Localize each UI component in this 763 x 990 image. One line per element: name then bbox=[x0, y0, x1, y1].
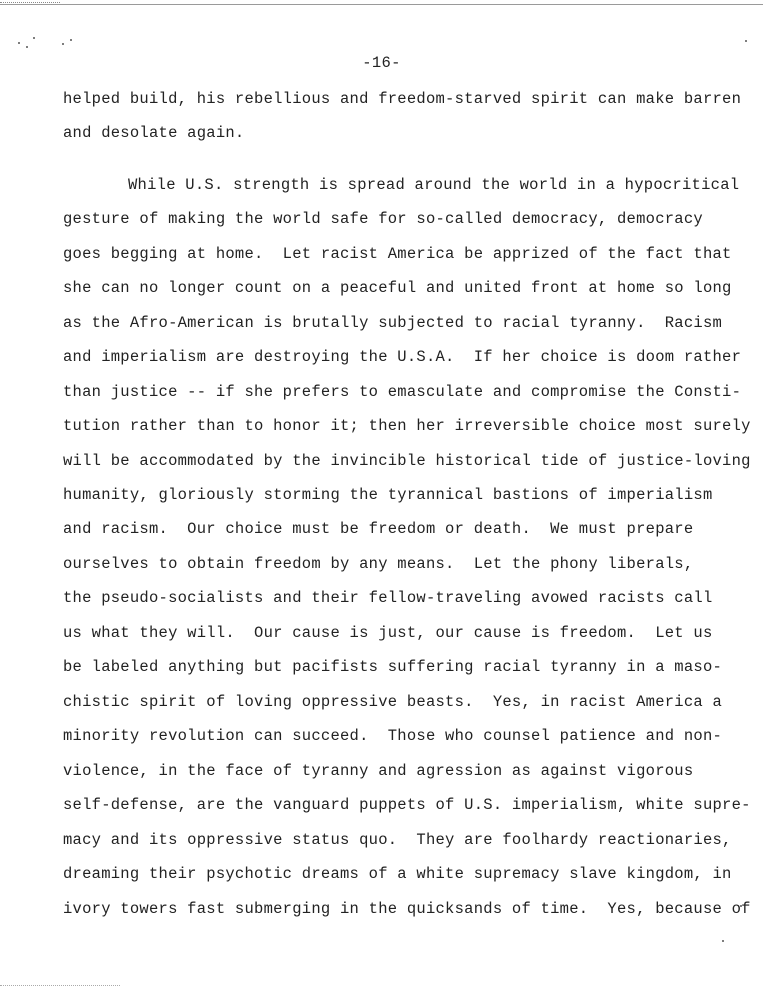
text-line: will be accommodated by the invincible historical tide of justice-loving bbox=[63, 452, 751, 470]
page-number: -16- bbox=[362, 54, 401, 72]
text-line: gesture of making the world safe for so-called democracy, democracy bbox=[63, 210, 703, 228]
text-line: ourselves to obtain freedom by any means. Let the phony liberals, bbox=[63, 555, 694, 573]
text-line: violence, in the face of tyranny and agression as against vigorous bbox=[63, 762, 694, 780]
text-line: as the Afro-American is brutally subjected to racial tyranny. Racism bbox=[63, 314, 723, 332]
text-line: helped build, his rebellious and freedom-starved spirit can make barren bbox=[63, 90, 742, 108]
text-line: goes begging at home. Let racist America be apprized of the fact that bbox=[63, 245, 732, 263]
text-line: and imperialism are destroying the U.S.A. If her choice is doom rather bbox=[63, 348, 742, 366]
text-line: tution rather than to honor it; then her irreversible choice most surely bbox=[63, 417, 751, 435]
scan-speck bbox=[722, 940, 724, 942]
scan-speck bbox=[70, 39, 72, 41]
text-line: she can no longer count on a peaceful and united front at home so long bbox=[63, 279, 732, 297]
scan-speck bbox=[33, 37, 35, 39]
bottom-edge-dotted-rule bbox=[0, 985, 120, 986]
scan-speck bbox=[62, 43, 64, 45]
text-line: macy and its oppressive status quo. They are foolhardy reactionaries, bbox=[63, 831, 732, 849]
text-line: humanity, gloriously storming the tyrannical bastions of imperialism bbox=[63, 486, 713, 504]
text-line: self-defense, are the vanguard puppets of U.S. imperialism, white supre- bbox=[63, 796, 751, 814]
top-edge-dotted-rule bbox=[0, 2, 60, 3]
text-line: than justice -- if she prefers to emasculate and compromise the Consti- bbox=[63, 383, 742, 401]
text-line: and racism. Our choice must be freedom or death. We must prepare bbox=[63, 520, 694, 538]
text-line: and desolate again. bbox=[63, 124, 245, 142]
top-edge-rule bbox=[0, 4, 763, 5]
text-line: ivory towers fast submerging in the quicksands of time. Yes, because of bbox=[63, 900, 751, 918]
text-line: minority revolution can succeed. Those who counsel patience and non- bbox=[63, 727, 723, 745]
scan-speck bbox=[26, 46, 28, 48]
text-line: dreaming their psychotic dreams of a white supremacy slave kingdom, in bbox=[63, 865, 732, 883]
text-line: us what they will. Our cause is just, our cause is freedom. Let us bbox=[63, 624, 713, 642]
scan-speck bbox=[745, 40, 747, 42]
text-line: be labeled anything but pacifists suffering racial tyranny in a maso- bbox=[63, 658, 723, 676]
text-line: chistic spirit of loving oppressive beasts. Yes, in racist America a bbox=[63, 693, 723, 711]
text-line: While U.S. strength is spread around the world in a hypocritical bbox=[128, 176, 740, 194]
text-line: the pseudo-socialists and their fellow-traveling avowed racists call bbox=[63, 589, 713, 607]
scan-speck bbox=[18, 42, 20, 44]
